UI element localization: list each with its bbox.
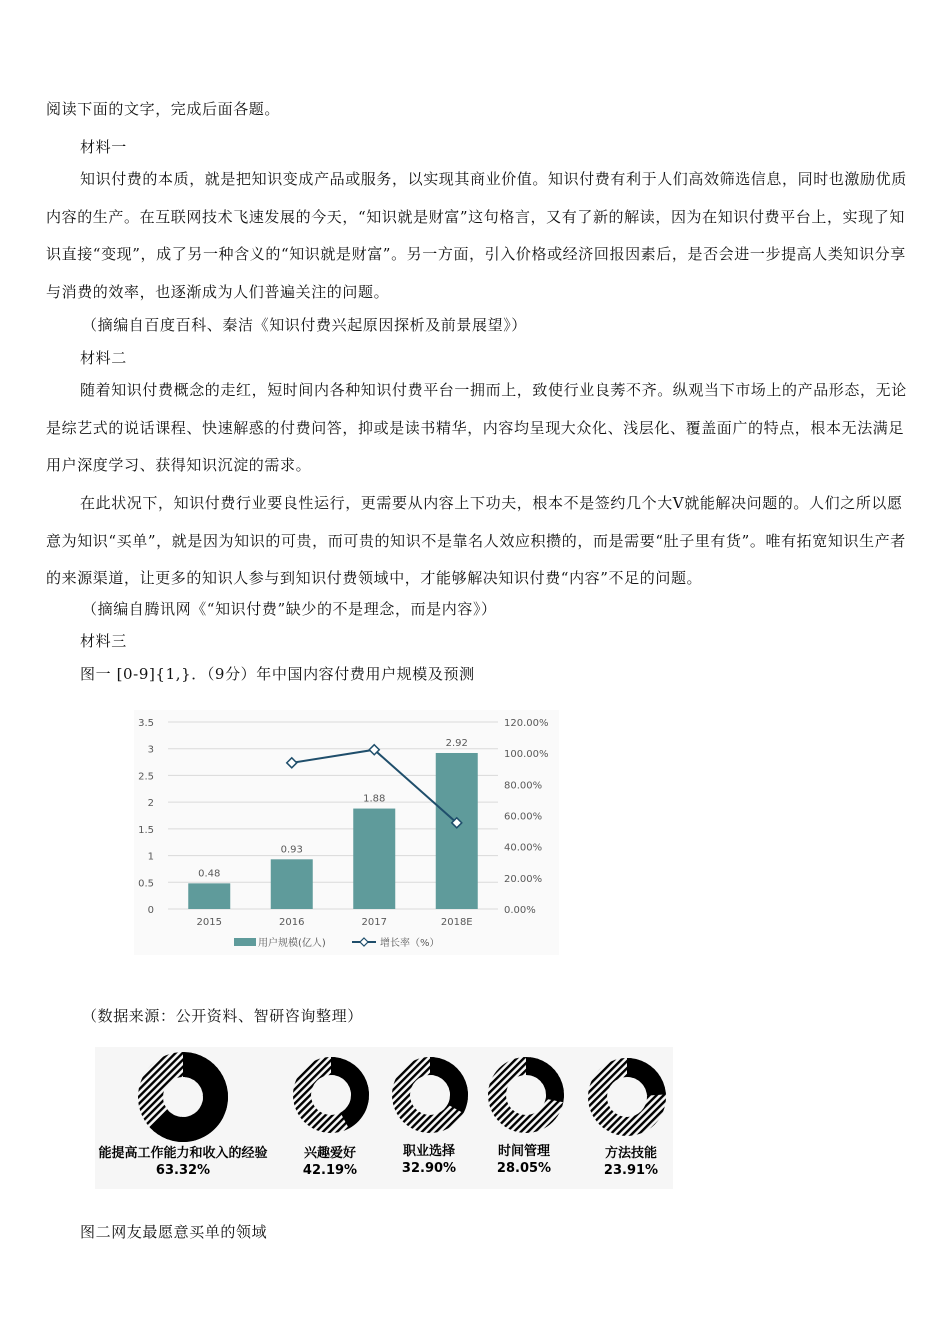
donut-value-3: 28.05% [496, 1161, 552, 1176]
donut-category-0: 能提高工作能力和收入的经验 [98, 1146, 268, 1161]
donut-value-1: 42.19% [302, 1163, 358, 1178]
donut-hole [410, 1075, 450, 1115]
right-axis-tick: 0.00% [504, 905, 536, 916]
left-axis-tick: 3 [147, 744, 154, 756]
bar [271, 859, 313, 909]
bar-value-label: 2.92 [445, 737, 468, 749]
left-axis-tick: 0 [147, 905, 154, 916]
intro-line: 阅读下面的文字，完成后面各题。 [46, 100, 281, 118]
x-axis-tick: 2015 [196, 917, 222, 928]
left-axis-tick: 0.5 [138, 878, 154, 890]
donut-hole [506, 1075, 546, 1115]
left-axis-tick: 3.5 [138, 718, 154, 729]
left-axis-tick: 2 [147, 798, 154, 810]
material2-source: （摘编自腾讯网《“知识付费”缺少的不是理念，而是内容》） [82, 600, 497, 618]
bar [188, 883, 230, 909]
donut-chart-panel [95, 1047, 673, 1189]
figure1-caption: 图一 [0-9]{1,}．（9分）年中国内容付费用户规模及预测 [80, 665, 475, 683]
donut-2 [392, 1057, 468, 1133]
donut-value-2: 32.90% [401, 1161, 457, 1176]
growth-marker [287, 758, 297, 768]
donut-hole [311, 1075, 351, 1115]
x-axis-tick: 2016 [279, 917, 305, 928]
donut-label-4 [531, 1145, 731, 1179]
bar [353, 809, 395, 909]
x-axis-tick: 2017 [361, 917, 387, 928]
legend-bar-label: 用户规模(亿人) [258, 938, 326, 949]
material1-heading: 材料一 [80, 138, 127, 156]
left-axis-tick: 2.5 [138, 771, 154, 783]
data-source-note: （数据来源：公开资料、智研咨询整理） [82, 1007, 363, 1025]
right-axis-tick: 120.00% [504, 718, 549, 729]
left-axis-tick: 1 [147, 851, 154, 863]
material2-body1: 随着知识付费概念的走红，短时间内各种知识付费平台一拥而上，致使行业良莠不齐。纵观当下市场上的产品形态，无论是综艺式的说话课程、快速解惑的付费问答，抑或是读书精华，内容均呈现大众化、浅层化、覆盖面广的特点，根本无法满足用户深度学习、获得知识沉淀的需求。 [46, 381, 907, 474]
donut-hole [163, 1077, 203, 1117]
right-axis-tick: 40.00% [504, 842, 543, 854]
donut-category-2: 职业选择 [402, 1144, 455, 1159]
donut-3 [488, 1057, 564, 1133]
donut-category-4: 方法技能 [604, 1146, 657, 1161]
material2-heading: 材料二 [80, 349, 127, 367]
bar [436, 753, 478, 909]
right-axis-tick: 60.00% [504, 811, 543, 823]
material3-heading: 材料三 [80, 632, 127, 650]
right-axis-tick: 100.00% [504, 749, 549, 761]
bar-value-label: 0.48 [198, 868, 221, 880]
material2-body2: 在此状况下，知识付费行业要良性运行，更需要从内容上下功夫，根本不是签约几个大V就能解决问题的。人们之所以愿意为知识“买单”，就是因为知识的可贵，而可贵的知识不是靠名人效应积攒的，而是需要“肚子里有货”。唯有拓宽知识生产者的来源渠道，让更多的知识人参与到知识付费领域中，才能够解决知识付费“内容”不足的问题。 [46, 494, 906, 587]
material1-body: 知识付费的本质，就是把知识变成产品或服务，以实现其商业价值。知识付费有利于人们高效筛选信息，同时也激励优质内容的生产。在互联网技术飞速发展的今天，“知识就是财富”这句格言，又有了新的解读，因为在知识付费平台上，实现了知识直接“变现”，成了另一种含义的“知识就是财富”。另一方面，引入价格或经济回报因素后，是否会进一步提高人类知识分享与消费的效率，也逐渐成为人们普遍关注的问题。 [46, 170, 907, 301]
material1-source: （摘编自百度百科、秦洁《知识付费兴起原因探析及前景展望》） [82, 316, 527, 334]
donut-4 [588, 1058, 666, 1136]
donut-category-3: 时间管理 [497, 1144, 550, 1159]
donut-0 [138, 1052, 228, 1142]
donut-value-0: 63.32% [155, 1163, 211, 1178]
donut-hole [607, 1077, 647, 1117]
donut-value-4: 23.91% [603, 1163, 659, 1178]
figure2-caption: 图二网友最愿意买单的领域 [80, 1223, 268, 1241]
user-scale-chart [134, 710, 559, 955]
x-axis-tick: 2018E [440, 917, 473, 928]
right-axis-tick: 20.00% [504, 873, 543, 885]
donut-1 [293, 1057, 369, 1133]
right-axis-tick: 80.00% [504, 780, 543, 792]
legend-line-marker [360, 938, 368, 946]
donut-category-1: 兴趣爱好 [303, 1146, 356, 1161]
bar-value-label: 0.93 [280, 844, 303, 856]
left-axis-tick: 1.5 [138, 824, 154, 836]
legend-line-label: 增长率（%） [380, 938, 440, 949]
legend-bar-swatch [234, 938, 256, 946]
bar-value-label: 1.88 [363, 793, 386, 805]
